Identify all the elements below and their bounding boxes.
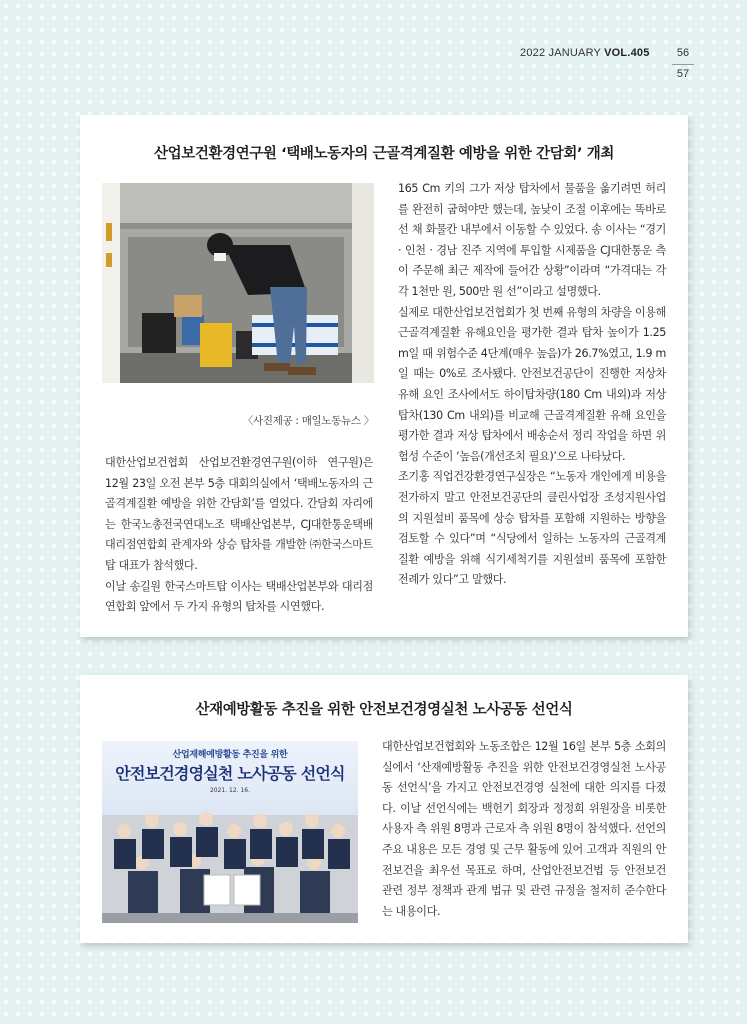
paragraph: 대한산업보건협회 산업보건환경연구원(이하 연구원)은 12월 23일 오전 본부 5층 대회의실에서 ‘택배노동자의 근골격계질환 예방을 위한 간담회’를 열었다. 간담회 자리에는 한국노총전국연대노조 택배산업본부, CJ대한통운택배대리점연합회 관계자와 상승 탑차를 개발한 ㈜한국스마트탑 대표가 참석했다.: [105, 456, 373, 572]
paragraph: 이날 송길원 한국스마트탑 이사는 택배산업본부와 대리점연합회 앞에서 두 가지 유형의 탑차를 시연했다.: [105, 579, 373, 614]
issue-label: [520, 47, 650, 59]
article-body: [382, 737, 666, 922]
banner-subtitle: 산업재해예방활동 추진을 위한: [172, 750, 288, 760]
banner-title: 안전보건경영실천 노사공동 선언식: [115, 764, 345, 783]
truck-demo-photo: [102, 183, 374, 383]
paragraph: 실제로 대한산업보건협회가 첫 번째 유형의 차량을 이용해 근골격계질환 유해요인을 평가한 결과 탑차 높이가 1.25 m일 때 위험수준 4단계(매우 높음)가 26.7%였고, 1.9 m일 때는 0%로 조사됐다. 안전보건공단이 진행한 저상차 유해 요인 조사에서도 하이탑차량(180 Cm 내외)과 저상 탑차(130 Cm 내외)를 비교해 근골격계질환 유해 요인을 평가한 결과 저상 탑차에서 배송순서 정리 작업을 하면 위험성 수준이 ‘높음(개선조치 필요)’으로 나타났다.: [398, 305, 666, 463]
truck-demo-illustration: [102, 183, 374, 383]
photo-caption: 〈사진제공 : 매일노동뉴스 〉: [242, 415, 374, 427]
paragraph: 165 Cm 키의 그가 저상 탑차에서 물품을 옮기려면 허리를 완전히 굽혀야만 했는데, 높낮이 조절 이후에는 똑바로 선 채 화물칸 내부에서 이동할 수 있었다. 송 이사는 “경기 · 인천 · 경남 진주 지역에 투입할 시제품을 CJ대한통운 측이 주문해 최근 제작에 들어간 상황”이라며 “가격대는 각각 1천만 원, 500만 원 선”이라고 설명했다.: [398, 182, 666, 298]
banner-date: 2021. 12. 16.: [209, 787, 251, 794]
page-number-right: 57: [676, 68, 690, 80]
issue-date: 2022 JANUARY: [520, 47, 605, 59]
article-title: 산업보건환경연구원 ‘택배노동자의 근골격계질환 예방을 위한 간담회’ 개최: [154, 146, 614, 162]
paragraph: 조기홍 직업건강환경연구실장은 “노동자 개인에게 비용을 전가하지 말고 안전보건공단의 클린사업장 조성지원사업의 지원설비 품목에 상승 탑차를 포함해 지원하는 방향을 검토할 수 있다”며 “식당에서 일하는 노동자의 근골격계질환 예방을 위해 식기세척기를 지원설비 품목에 포함한 전례가 있다”고 말했다.: [398, 470, 666, 587]
page-number-divider: [672, 64, 694, 65]
article-card-truck-meeting: [80, 115, 688, 637]
paragraph: 대한산업보건협회와 노동조합은 12월 16일 본부 5층 소회의실에서 ‘산재예방활동 추진을 위한 안전보건경영실천 노사공동 선언식’을 가지고 안전보건경영 실천에 대한 의지를 다졌다. 이날 선언식에는 백헌기 회장과 정정희 위원장을 비롯한 사용자 측 위원 8명과 근로자 측 위원 8명이 참석했다. 선언의 주요 내용은 모든 경영 및 근무 활동에 있어 고객과 직원의 안전보건을 최우선 목표로 하며, 산업안전보건법 등 안전보건 관련 정부 정책과 관계 법규 및 관련 규정을 철저히 준수한다는 내용이다.: [382, 740, 666, 918]
issue-volume: VOL.405: [604, 47, 650, 59]
article-left-column: [105, 453, 373, 618]
article-card-safety-declaration: [80, 675, 688, 943]
page-header: [520, 47, 720, 87]
page-number-left: 56: [676, 47, 690, 59]
declaration-ceremony-photo: [102, 741, 358, 923]
group-photo-illustration: [102, 801, 358, 923]
page-numbers: [672, 47, 694, 81]
article-title: 산재예방활동 추진을 위한 안전보건경영실천 노사공동 선언식: [195, 702, 573, 718]
article-right-column: [398, 179, 666, 591]
